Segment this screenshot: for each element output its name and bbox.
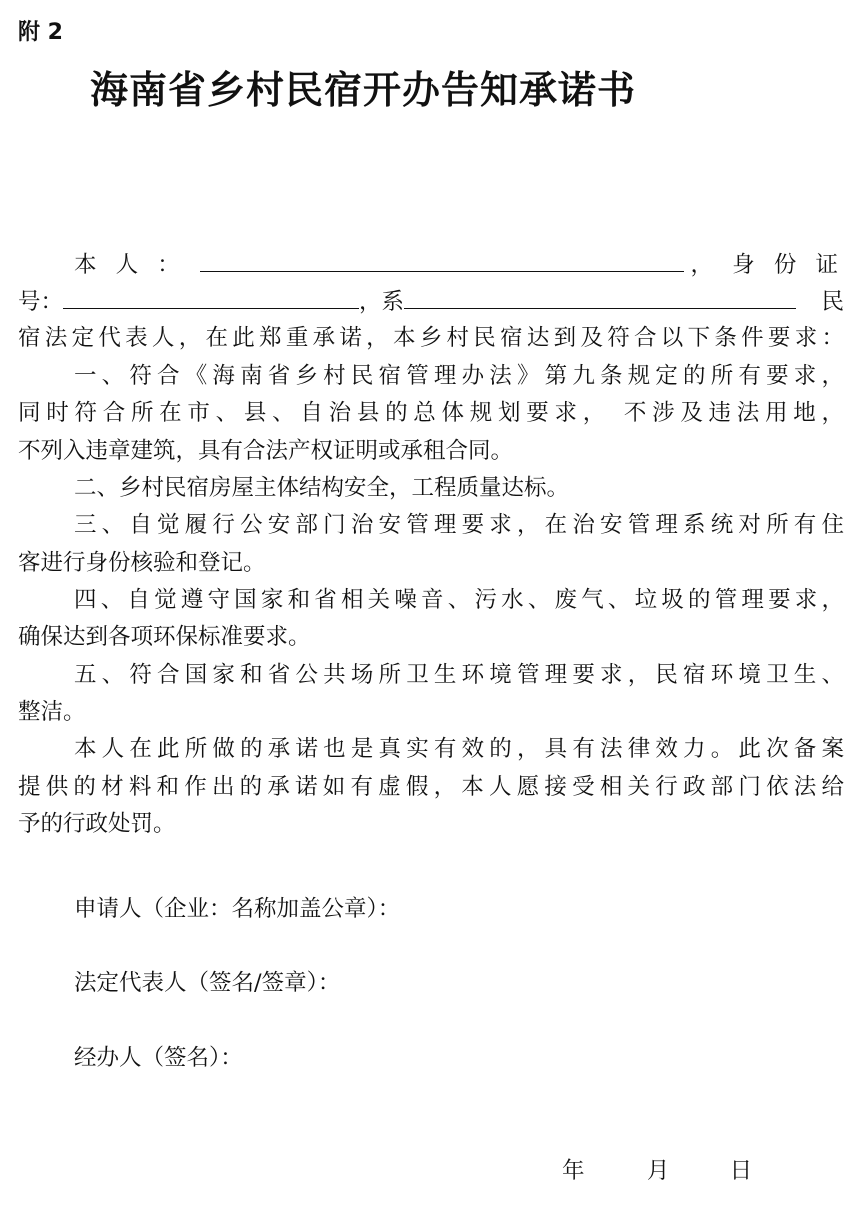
clause-1-line-1: 一、符合《海南省乡村民宿管理办法》第九条规定的所有要求，	[74, 363, 844, 389]
name-blank-field[interactable]	[200, 249, 684, 272]
declaration-line-3: 予的行政处罚。	[18, 811, 176, 837]
clause-3-line-1: 三、自觉履行公安部门治安管理要求，在治安管理系统对所有住	[74, 512, 844, 538]
attachment-label: 附 2	[18, 20, 63, 45]
clause-5-line-1: 五、符合国家和省公共场所卫生环境管理要求，民宿环境卫生、	[74, 662, 844, 688]
declaration-line-1: 本人在此所做的承诺也是真实有效的，具有法律效力。此次备案	[74, 736, 844, 762]
id-number-blank-field[interactable]	[63, 286, 359, 309]
intro-homestay-suffix: 民	[821, 289, 844, 315]
intro-id-label: ， 身 份 证	[690, 252, 844, 278]
intro-line-2	[18, 286, 844, 316]
date-line	[562, 1156, 752, 1186]
intro-name-label: 本 人 ：	[74, 252, 186, 278]
intro-line-3: 宿法定代表人，在此郑重承诺，本乡村民宿达到及符合以下条件要求：	[18, 325, 844, 351]
clause-2-line-1: 二、乡村民宿房屋主体结构安全，工程质量达标。	[74, 475, 570, 501]
clause-1-line-2: 同时符合所在市、县、自治县的总体规划要求， 不涉及违法用地，	[18, 400, 844, 426]
clause-3-line-2: 客进行身份核验和登记。	[18, 550, 266, 576]
intro-id-number-label: 号：	[18, 289, 64, 315]
clause-1-line-3: 不列入违章建筑，具有合法产权证明或承租合同。	[18, 438, 514, 464]
intro-relation-label: ，系	[359, 289, 405, 315]
date-month-label: 月	[646, 1158, 670, 1184]
clause-4-line-2: 确保达到各项环保标准要求。	[18, 624, 311, 650]
date-day-label: 日	[729, 1158, 753, 1184]
clause-4-line-1: 四、自觉遵守国家和省相关噪音、污水、废气、垃圾的管理要求，	[74, 587, 844, 613]
declaration-line-2: 提供的材料和作出的承诺如有虚假，本人愿接受相关行政部门依法给	[18, 774, 844, 800]
applicant-signature-label: 申请人（企业：名称加盖公章）：	[74, 896, 401, 922]
handler-signature-label: 经办人（签名）：	[74, 1045, 243, 1071]
document-title: 海南省乡村民宿开办告知承诺书	[90, 68, 637, 112]
date-year-label: 年	[562, 1158, 585, 1184]
homestay-name-blank-field[interactable]	[404, 286, 796, 309]
legal-representative-signature-label: 法定代表人（签名/签章）：	[74, 970, 341, 996]
intro-line-1	[74, 249, 844, 279]
clause-5-line-2: 整洁。	[18, 699, 86, 725]
